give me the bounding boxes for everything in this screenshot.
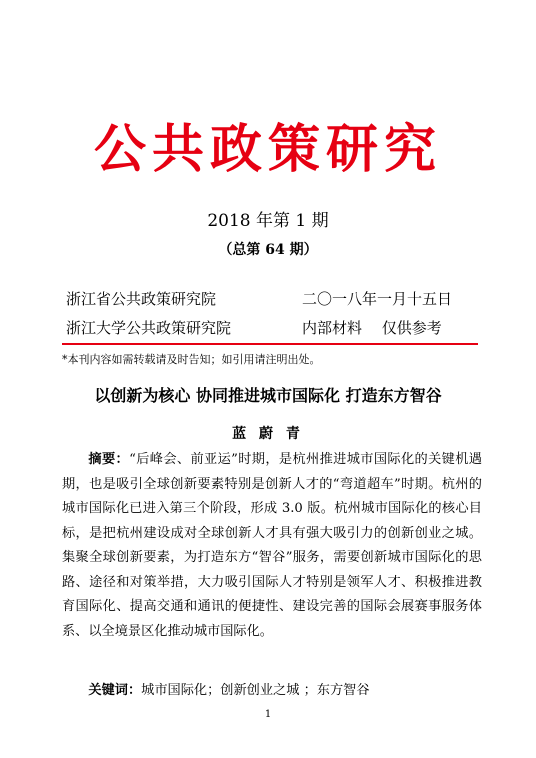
issue-date: 二〇一八年一月十五日 — [302, 290, 453, 308]
publisher-org-university: 浙江大学公共政策研究院 — [66, 319, 232, 337]
issue-number: 2018 年第 1 期 — [207, 211, 329, 231]
article-author: 蓝 蔚 青 — [232, 426, 304, 442]
keywords-label: 关键词： — [88, 683, 142, 698]
abstract-paragraph — [62, 448, 482, 644]
red-divider — [62, 343, 478, 345]
publisher-org-provincial: 浙江省公共政策研究院 — [66, 290, 217, 308]
masthead-title: 公共政策研究 — [93, 119, 442, 180]
abstract-text: “后峰会、前亚运”时期，是杭州推进城市国际化的关键机遇期，也是吸引全球创新要素特别是创新人才的“弯道超车”时期。杭州的城市国际化已进入第三个阶段，形成 3.0 版。杭州城市国际化的核心目标，是把杭州建设成对全球创新人才具有强大吸引力的创新创业之城。集聚全球创新要素，为打造东方“智谷”服务，需要创新城市国际化的思路、途径和对策举措，大力吸引国际人才特别是领军人才、积极推进教育国际化、提高交通和通讯的便捷性、建设完善的国际会展赛事服务体系、以全境景区化推动城市国际化。 — [62, 452, 482, 639]
reprint-notice: *本刊内容如需转载请及时告知；如引用请注明出处。 — [62, 353, 321, 366]
classification-note: 内部材料 仅供参考 — [302, 319, 442, 337]
keywords-text: 城市国际化；创新创业之城 ；东方智谷 — [141, 683, 370, 698]
page-number: 1 — [264, 709, 272, 720]
article-title: 以创新为核心 协同推进城市国际化 打造东方智谷 — [94, 386, 442, 405]
abstract-label: 摘要： — [88, 452, 130, 467]
issue-total: （总第 64 期） — [218, 242, 318, 258]
keywords-line — [62, 681, 482, 701]
